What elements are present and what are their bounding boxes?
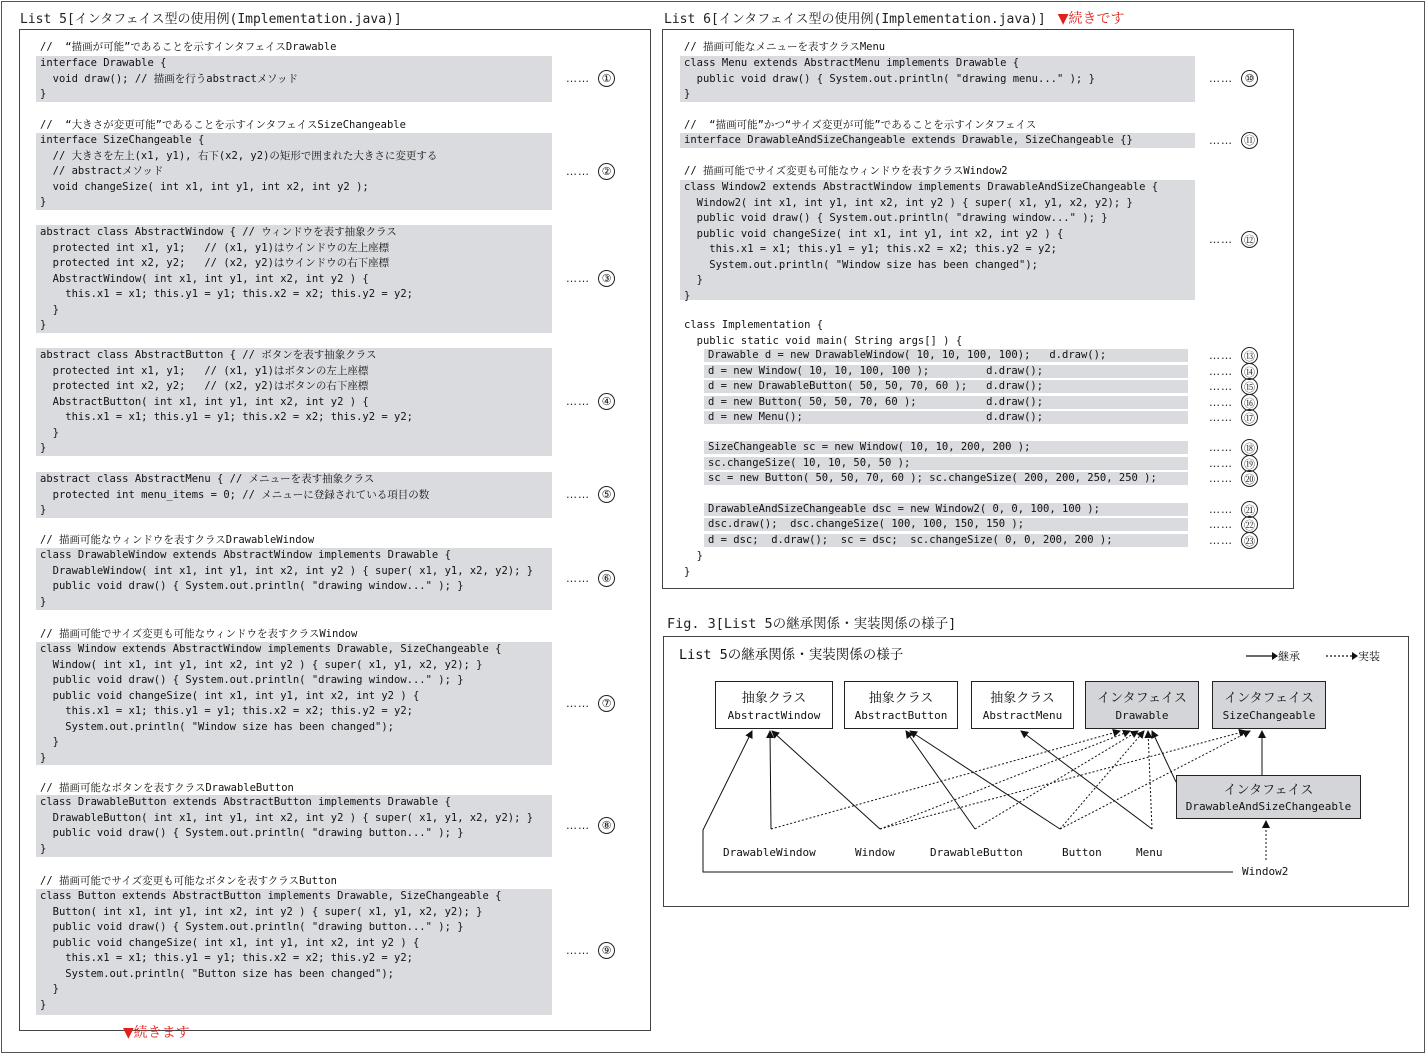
code-line: d = new Button( 50, 50, 70, 60 ); d.draw(); xyxy=(704,396,1188,409)
code-line: } xyxy=(40,442,47,454)
code-line: Drawable d = new DrawableWindow( 10, 10, 100, 100); d.draw(); xyxy=(704,349,1188,362)
marker-number: ⑯ xyxy=(1241,394,1258,411)
leader-dots: …… xyxy=(1209,518,1233,531)
code-line: class Window2 extends AbstractWindow implements DrawableAndSizeChangeable { xyxy=(684,181,1159,193)
code-line: void changeSize( int x1, int y1, int x2, int y2 ); xyxy=(40,180,369,193)
code-line: d = new Window( 10, 10, 100, 100 ); d.draw(); xyxy=(704,365,1188,378)
marker-number: ㉑ xyxy=(1241,501,1258,518)
box-name: AbstractButton xyxy=(854,709,948,722)
code-line: // 大きさを左上(x1, y1), 右下(x2, y2)の矩形で囲まれた大きさに変更する xyxy=(40,149,438,162)
code-line: System.out.println( "Window size has been changed"); xyxy=(40,720,395,733)
marker-number: ⑱ xyxy=(1241,439,1258,456)
box-kind: 抽象クラス xyxy=(741,691,807,706)
code-comment: // “描画が可能”であることを示すインタフェイスDrawable xyxy=(40,41,337,53)
code-line: interface SizeChangeable { xyxy=(40,134,205,146)
leader-dots: …… xyxy=(1209,457,1233,470)
marker-number: ⑨ xyxy=(598,942,615,959)
code-line: } xyxy=(40,426,59,439)
code-line: interface DrawableAndSizeChangeable extends Drawable, SizeChangeable {} xyxy=(684,134,1133,146)
code-line: } xyxy=(684,565,691,578)
legend-inherit-label: 継承 xyxy=(1278,650,1300,663)
leader-dots: …… xyxy=(1209,534,1233,547)
marker-number: ⑧ xyxy=(598,817,615,834)
box-kind: インタフェイス xyxy=(1224,691,1314,706)
code-line: sc.changeSize( 10, 10, 50, 50 ); xyxy=(704,457,1188,470)
code-line: } xyxy=(684,274,703,286)
code-line: d = new DrawableButton( 50, 50, 70, 60 ); d.draw(); xyxy=(704,380,1188,393)
code-line: } xyxy=(40,751,47,764)
code-line: } xyxy=(40,88,47,100)
marker-number: ⑤ xyxy=(598,486,615,503)
leader-dots: …… xyxy=(1209,233,1233,246)
code-line: this.x1 = x1; this.y1 = y1; this.x2 = x2; this.y2 = y2; xyxy=(684,243,1057,255)
marker-number: ⑭ xyxy=(1241,363,1258,380)
leader-dots: …… xyxy=(1209,349,1233,362)
leader-dots: …… xyxy=(566,572,590,585)
box-name: DrawableAndSizeChangeable xyxy=(1185,800,1352,813)
marker-number: ⑳ xyxy=(1241,470,1258,487)
marker-number: ⑩ xyxy=(1241,70,1258,87)
fig3-title: Fig. 3[List 5の継承関係・実装関係の様子] xyxy=(667,616,957,632)
leader-dots: …… xyxy=(1209,472,1233,485)
class-drawable-button: DrawableButton xyxy=(930,846,1023,859)
code-line: this.x1 = x1; this.y1 = y1; this.x2 = x2; this.y2 = y2; xyxy=(40,288,413,300)
code-line: DrawableButton( int x1, int y1, int x2, int y2 ) { super( x1, y1, x2, y2); } xyxy=(40,811,534,824)
code-line: } xyxy=(40,504,47,516)
code-line: class DrawableButton extends AbstractButton implements Drawable { xyxy=(40,796,451,808)
code-line: this.x1 = x1; this.y1 = y1; this.x2 = x2; this.y2 = y2; xyxy=(40,411,413,423)
box-kind: インタフェイス xyxy=(1223,783,1314,798)
leader-dots: …… xyxy=(566,943,590,957)
marker-number: ④ xyxy=(598,393,615,410)
code-line: } xyxy=(40,842,47,855)
marker-number: ⑦ xyxy=(598,695,615,712)
marker-number: ③ xyxy=(598,270,615,287)
code-line: class Button extends AbstractButton implements Drawable, SizeChangeable { xyxy=(40,890,502,902)
code-line: public void draw() { System.out.println( "drawing window..." ); } xyxy=(40,674,464,686)
code-line: class DrawableWindow extends AbstractWindow implements Drawable { xyxy=(40,549,451,561)
code-line: } xyxy=(40,983,59,995)
code-line: public void draw() { System.out.println( "drawing button..." ); } xyxy=(40,921,464,933)
code-comment: // 描画可能なボタンを表すクラスDrawableButton xyxy=(40,782,294,794)
code-line: AbstractButton( int x1, int y1, int x2, int y2 ) { xyxy=(40,395,369,408)
marker-number: ⑰ xyxy=(1241,409,1258,426)
code-line: DrawableAndSizeChangeable dsc = new Window2( 0, 0, 100, 100 ); xyxy=(704,503,1188,516)
class-drawable-window: DrawableWindow xyxy=(723,846,816,859)
leader-dots: …… xyxy=(1209,380,1233,393)
class-button: Button xyxy=(1062,846,1102,859)
marker-number: ① xyxy=(598,70,615,87)
code-line: protected int x1, y1; // (x1, y1)はボタンの左上座標 xyxy=(40,364,369,377)
box-name: AbstractMenu xyxy=(982,709,1063,722)
leader-dots: …… xyxy=(566,488,590,501)
leader-dots: …… xyxy=(1209,411,1233,424)
leader-dots: …… xyxy=(1209,365,1233,378)
code-line: SizeChangeable sc = new Window( 10, 10, 200, 200 ); xyxy=(704,441,1188,454)
leader-dots: …… xyxy=(566,164,590,178)
code-line: } xyxy=(684,289,691,302)
code-line: class Implementation { xyxy=(684,319,824,331)
leader-dots: …… xyxy=(1209,503,1233,516)
code-line: protected int x1, y1; // (x1, y1)はウインドウの左上座標 xyxy=(40,241,390,254)
code-line: public void draw() { System.out.println( "drawing window..." ); } xyxy=(40,580,464,592)
code-line: d = new Menu(); d.draw(); xyxy=(704,411,1188,424)
leader-dots: …… xyxy=(1209,441,1233,454)
leader-dots: …… xyxy=(1209,396,1233,409)
class-window: Window xyxy=(855,846,895,859)
leader-dots: …… xyxy=(566,72,590,85)
code-line: class Window extends AbstractWindow implements Drawable, SizeChangeable { xyxy=(40,643,502,655)
code-comment: // 描画可能でサイズ変更も可能なボタンを表すクラスButton xyxy=(40,875,337,887)
code-line: } xyxy=(40,319,47,331)
list5-continue-note: ▼続きます xyxy=(123,1025,190,1041)
code-line: } xyxy=(40,196,47,208)
class-window2: Window2 xyxy=(1242,865,1289,878)
code-comment: // “大きさが変更可能”であることを示すインタフェイスSizeChangeable xyxy=(40,119,406,131)
leader-dots: …… xyxy=(566,272,590,285)
leader-dots: …… xyxy=(1209,72,1233,85)
code-comment: // 描画可能なウィンドウを表すクラスDrawableWindow xyxy=(40,534,315,546)
list6-title-text: List 6[インタフェイス型の使用例(Implementation.java)] xyxy=(664,12,1046,27)
code-line: // abstractメソッド xyxy=(40,165,164,177)
code-line: d = dsc; d.draw(); sc = dsc; sc.changeSize( 0, 0, 200, 200 ); xyxy=(704,534,1188,547)
code-line: } xyxy=(684,88,691,100)
code-line: } xyxy=(684,550,703,562)
code-line: abstract class AbstractMenu { // メニューを表す抽象クラス xyxy=(40,473,375,485)
marker-number: ⑫ xyxy=(1241,231,1258,248)
code-line: this.x1 = x1; this.y1 = y1; this.x2 = x2; this.y2 = y2; xyxy=(40,705,413,717)
code-line: public void changeSize( int x1, int y1, int x2, int y2 ) { xyxy=(40,689,420,702)
code-line: Window( int x1, int y1, int x2, int y2 ) { super( x1, y1, x2, y2); } xyxy=(40,658,483,671)
leader-dots: …… xyxy=(1209,133,1233,147)
code-line: } xyxy=(40,998,47,1011)
marker-number: ⑪ xyxy=(1241,132,1258,149)
marker-number: ② xyxy=(598,163,615,180)
fig3-inner-title: List 5の継承関係・実装関係の様子 xyxy=(679,647,904,663)
code-comment: // 描画可能でサイズ変更も可能なウィンドウを表すクラスWindow2 xyxy=(684,165,1008,177)
box-kind: 抽象クラス xyxy=(990,691,1055,706)
code-line: abstract class AbstractWindow { // ウィンドウを表す抽象クラス xyxy=(40,226,397,238)
code-line: public void draw() { System.out.println( "drawing menu..." ); } xyxy=(684,72,1095,85)
box-name: AbstractWindow xyxy=(727,709,821,722)
marker-number: ⑥ xyxy=(598,570,615,587)
marker-number: ⑲ xyxy=(1241,455,1258,472)
code-comment: // “描画可能”かつ“サイズ変更が可能”であることを示すインタフェイス xyxy=(684,119,1037,131)
code-line: public void draw() { System.out.println( "drawing window..." ); } xyxy=(684,212,1108,224)
marker-number: ㉓ xyxy=(1241,532,1258,549)
code-line: System.out.println( "Button size has been changed"); xyxy=(40,967,395,980)
code-line: protected int x2, y2; // (x2, y2)はウインドウの右下座標 xyxy=(40,257,390,269)
code-line: this.x1 = x1; this.y1 = y1; this.x2 = x2; this.y2 = y2; xyxy=(40,952,413,964)
code-line: class Menu extends AbstractMenu implements Drawable { xyxy=(684,57,1020,69)
code-line: Window2( int x1, int y1, int x2, int y2 ) { super( x1, y1, x2, y2); } xyxy=(684,196,1133,209)
code-line: } xyxy=(40,303,59,316)
list5-title: List 5[インタフェイス型の使用例(Implementation.java)] xyxy=(20,12,402,27)
marker-number: ⑮ xyxy=(1241,378,1258,395)
code-line: protected int menu_items = 0; // メニューに登録されている項目の数 xyxy=(40,488,430,501)
code-line: public void changeSize( int x1, int y1, int x2, int y2 ) { xyxy=(684,227,1064,240)
code-line: abstract class AbstractButton { // ボタンを表す抽象クラス xyxy=(40,349,377,361)
code-line: void draw(); // 描画を行うabstractメソッド xyxy=(40,72,299,85)
box-name: SizeChangeable xyxy=(1222,709,1316,722)
box-name: Drawable xyxy=(1115,709,1169,722)
class-menu: Menu xyxy=(1136,846,1163,859)
code-line: public void draw() { System.out.println( "drawing button..." ); } xyxy=(40,827,464,839)
code-line: dsc.draw(); dsc.changeSize( 100, 100, 150, 150 ); xyxy=(704,518,1188,531)
code-line: DrawableWindow( int x1, int y1, int x2, int y2 ) { super( x1, y1, x2, y2); } xyxy=(40,564,534,577)
code-line: interface Drawable { xyxy=(40,57,167,69)
code-line: Button( int x1, int y1, int x2, int y2 ) { super( x1, y1, x2, y2); } xyxy=(40,905,483,918)
code-line: sc = new Button( 50, 50, 70, 60 ); sc.changeSize( 200, 200, 250, 250 ); xyxy=(704,472,1188,485)
marker-number: ㉒ xyxy=(1241,516,1258,533)
code-line: } xyxy=(40,595,47,608)
code-comment: // 描画可能でサイズ変更も可能なウィンドウを表すクラスWindow xyxy=(40,628,358,640)
code-line: protected int x2, y2; // (x2, y2)はボタンの右下座標 xyxy=(40,380,369,392)
leader-dots: …… xyxy=(566,819,590,832)
box-kind: 抽象クラス xyxy=(868,691,934,706)
code-line: public void changeSize( int x1, int y1, int x2, int y2 ) { xyxy=(40,936,420,949)
code-line: System.out.println( "Window size has been changed"); xyxy=(684,258,1039,271)
code-line: AbstractWindow( int x1, int y1, int x2, int y2 ) { xyxy=(40,272,369,285)
code-line: public static void main( String args[] ) { xyxy=(684,334,963,347)
leader-dots: …… xyxy=(566,696,590,710)
code-line: } xyxy=(40,736,59,748)
leader-dots: …… xyxy=(566,395,590,408)
marker-number: ⑬ xyxy=(1241,347,1258,364)
list6-continued-note: ▼続きです xyxy=(1057,11,1125,27)
code-comment: // 描画可能なメニューを表すクラスMenu xyxy=(684,41,886,53)
box-kind: インタフェイス xyxy=(1097,691,1187,706)
legend-implement-label: 実装 xyxy=(1358,650,1380,663)
